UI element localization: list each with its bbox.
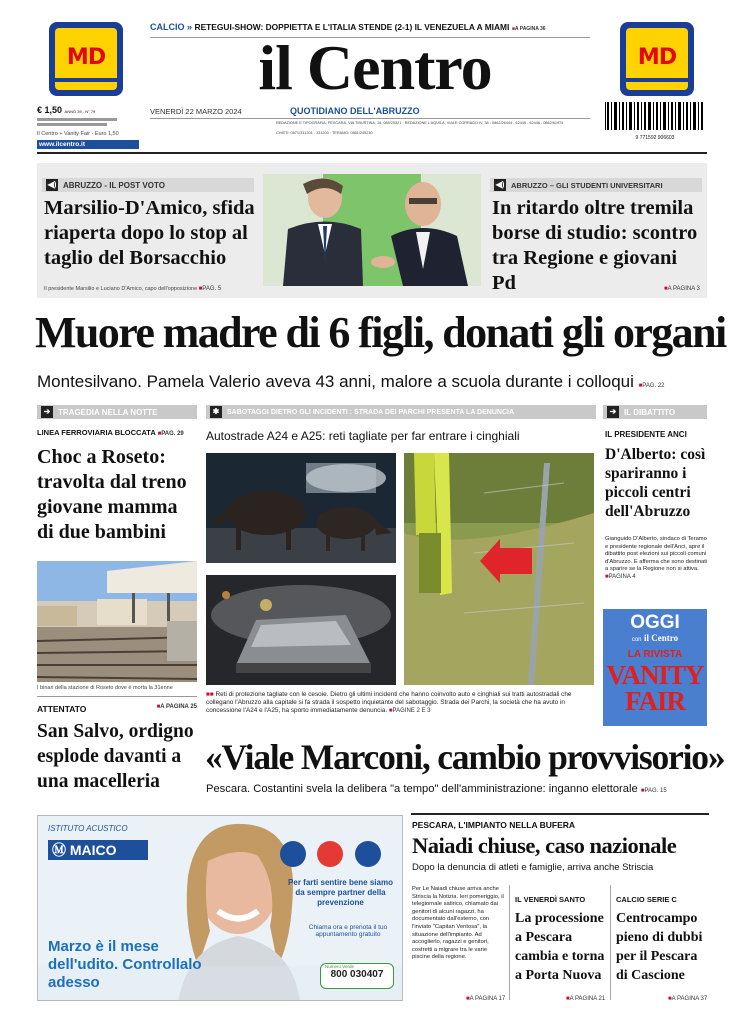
story2-kicker: IL VENERDÌ SANTO [515, 895, 586, 904]
center-bar-text: SABOTAGGI DIETRO GLI INCIDENTI : STRADA DEI PARCHI PRESENTA LA DENUNCIA [227, 408, 515, 416]
speaker-icon: ◀) [495, 180, 505, 189]
story3-headline[interactable]: Centrocampo pieno di dubbi per il Pescara di Cascione [616, 911, 703, 983]
masthead-subtitle: QUOTIDIANO DELL'ABRUZZO [290, 106, 420, 116]
center-caption-text: Reti di protezione tagliate con le cesoie. Dietro gli ultimi incidenti che hanno coinvolto auto e cinghiali sui tratti autostradali che collegano l'Abruzzo alla capitale si fa strada il sospetto inquietante del sabotaggio. Strada dei Parchi, la società che ha avuto in concessione l'A24 e l'A25, ha sporto immediatamente denuncia. [206, 691, 572, 714]
politicians-photo [263, 174, 481, 286]
right-col-bar [603, 405, 707, 419]
maico-ad[interactable] [37, 815, 403, 1001]
arrow-right-icon: ➔ [41, 406, 53, 418]
story2-headline[interactable]: La processione a Pescara cambia e torna a Porta Nuova [515, 911, 605, 983]
story2-page: ■ A PAGINA 21 [566, 996, 605, 1002]
top-right-page: ■ A PAGINA 3 [664, 286, 700, 292]
top-left-kicker-bar [42, 178, 254, 192]
quote-subhead-text: Pescara. Costantini svela la delibera "a tempo" dell'amministrazione: inganno elettorale [206, 783, 638, 795]
naiadi-kicker: PESCARA, L'IMPIANTO NELLA BUFERA [412, 820, 576, 830]
price-note: ANNO 39 - N° 79 [64, 109, 96, 114]
promo-la-rivista: LA RIVISTA [627, 649, 683, 660]
left-col-kicker-page: ■ PAG. 29 [158, 431, 184, 437]
right-col-body [605, 536, 709, 581]
main-page: ■ PAG. 22 [639, 383, 665, 389]
railway-photo [37, 561, 197, 682]
right-col-kicker: IL PRESIDENTE ANCI [605, 430, 687, 439]
promo-con: con [631, 637, 642, 643]
masthead-title[interactable]: il Centro [258, 32, 492, 103]
legal-notes [37, 116, 137, 128]
cut-fence-photo [404, 453, 594, 685]
quote-page: ■ PAG. 15 [641, 788, 667, 794]
vanity-fair-promo[interactable] [603, 609, 707, 726]
top-left-kicker: ABRUZZO - IL POST VOTO [63, 180, 165, 190]
promo-oggi: OGGI [630, 612, 680, 633]
right-col-headline[interactable]: D'Alberto: così spariranno i piccoli centri dell'Abruzzo [605, 446, 706, 520]
center-bar [206, 405, 596, 419]
left-col-kicker2-text: ATTENTATO [37, 704, 87, 714]
arrow-right-icon: ➔ [607, 406, 619, 418]
right-col-body-text: Gianguido D'Alberto, sindaco di Teramo e presidente regionale dell'Anci, apre il dibattito post elezioni sui piccoli comuni d'Abruzzo. E afferma che sono destinati a sparire se la Regione non si attiva. [605, 536, 708, 572]
naiadi-body: Per Le Naiadi chiuse arriva anche Striscia la Notizia. Ieri pomeriggio, il telegiornale satirico, chiamato dai genitori di alcuni ragazzi, ha documentato dall'esterno, con l'inviato "Capitan Ventosa", la situazione dell'impianto. Ad accoglierlo, ragazzi e genitori, costretti a migrare tra le varie piscine della regione. [412, 886, 504, 961]
price [37, 105, 95, 115]
left-col-kicker2 [37, 704, 197, 714]
ad-brand-text: MAICO [69, 842, 117, 858]
top-left-caption-text: Il presidente Marsilio e Luciano D'Amico, capo dell'opposizione [44, 286, 198, 292]
story3-page: ■ A PAGINA 37 [668, 996, 707, 1002]
asterisk-icon: ✱ [210, 406, 222, 418]
quote-headline[interactable]: «Viale Marconi, cambio provvisorio» [205, 737, 725, 777]
left-col-kicker-text: LINEA FERROVIARIA BLOCCATA [37, 428, 156, 437]
left-col-bar [37, 405, 197, 419]
top-left-page: ■ PAG. 5 [199, 286, 222, 292]
maico-icon: Ⓜ [52, 842, 66, 858]
md-logo-left [49, 22, 123, 96]
ad-phone-label: Numero Verde [325, 964, 355, 969]
promo-magazine: VANITY FAIR [606, 660, 704, 716]
naiadi-page: ■ A PAGINA 17 [466, 996, 505, 1002]
top-right-headline[interactable]: In ritardo oltre tremila borse di studio: scontro tra Regione e giovani Pd [492, 197, 698, 294]
md-logo-right [620, 22, 694, 96]
naiadi-headline[interactable]: Naiadi chiuse, caso nazionale [412, 833, 677, 858]
naiadi-subhead: Dopo la denuncia di atleti e famiglie, arriva anche Striscia [412, 862, 654, 873]
top-right-kicker-bar [490, 178, 702, 192]
ad-institute: ISTITUTO ACUSTICO [48, 824, 128, 833]
boars-photo [206, 453, 396, 563]
top-right-kicker: ABRUZZO – GLI STUDENTI UNIVERSITARI [511, 180, 663, 190]
ad-brand [48, 840, 148, 860]
promo-brand: il Centro [644, 633, 679, 643]
center-page: ■ PAGINE 2 E 3 [389, 708, 431, 714]
barcode-number: 9 771592 906603 [635, 135, 675, 141]
crashed-car-photo [206, 575, 396, 685]
ad-call: Chiama ora e prenota il tuo appuntamento gratuito [308, 924, 388, 938]
ad-phone: 800 030407 [330, 969, 384, 980]
left-col-headline[interactable]: Choc a Roseto: travolta dal treno giovane mamma di due bambini [37, 446, 187, 543]
top-left-headline[interactable]: Marsilio-D'Amico, sfida riaperta dopo lo stop al taglio del Borsacchio [44, 197, 255, 269]
quote-subhead [206, 783, 716, 795]
address-line-2: CHIETI: 0871/331201 - 331200 · TERAMO: 0861/245230 [276, 131, 373, 135]
ad-phone-box[interactable] [320, 963, 394, 989]
center-caption [206, 691, 596, 715]
top-news-page: ■ A PAGINA 36 [512, 26, 546, 32]
top-news-kicker: CALCIO [150, 22, 185, 32]
top-news-text: RETEGUI-SHOW: DOPPIETTA E L'ITALIA STENDE (2-1) IL VENEZUELA A MIAMI [194, 22, 510, 32]
left-col-kicker [37, 428, 197, 437]
center-headline[interactable]: Autostrade A24 e A25: reti tagliate per far entrare i cinghiali [206, 429, 520, 443]
left-col-caption: I binari della stazione di Roseto dove è morta la 31enne [37, 685, 173, 691]
story3-kicker: CALCIO SERIE C [616, 895, 677, 904]
website-link[interactable]: www.ilcentro.it [37, 140, 139, 149]
main-subhead [37, 372, 717, 392]
issue-date: VENERDÌ 22 MARZO 2024 [150, 107, 242, 116]
right-col-bar-text: IL DIBATTITO [624, 407, 676, 417]
main-headline[interactable]: Muore madre di 6 figli, donati gli organi [35, 308, 726, 357]
chevron-right-icon: » [187, 22, 193, 32]
left-col-headline2[interactable]: San Salvo, ordigno esplode davanti a una macelleria [37, 721, 194, 792]
md-logo-left-text: MD [66, 45, 106, 70]
ad-slogan: Per farti sentire bene siamo da sempre partner della prevenzione [288, 878, 393, 907]
edition-note: Il Centro + Vanity Fair - Euro 1,50 [37, 131, 119, 137]
main-subhead-text: Montesilvano. Pamela Valerio aveva 43 anni, malore a scuola durante i colloqui [37, 372, 634, 391]
bullet-icon: ■■ [206, 691, 214, 698]
ad-month: Marzo è il mese dell'udito. Controllalo adesso [48, 938, 202, 991]
address-line-1: REDAZIONE E TIPOGRAFIA: PESCARA, VIA TIBURTINA, 16, 085/20521 · REDAZIONE L'AQUILA, VIALE CORRADO IV, 38 - 0862/26444 - 62445 - 62446 - 0862/61974 [276, 121, 564, 125]
speaker-icon: ◀) [47, 180, 57, 189]
right-col-page: ■ PAGINA 4 [605, 574, 636, 580]
left-col-bar-text: TRAGEDIA NELLA NOTTE [58, 407, 158, 417]
barcode [603, 102, 707, 141]
md-logo-right-text: MD [637, 45, 677, 70]
left-col-kicker2-page: ■ A PAGINA 25 [157, 704, 197, 710]
price-value: € 1,50 [37, 105, 63, 115]
top-left-caption [44, 286, 221, 293]
